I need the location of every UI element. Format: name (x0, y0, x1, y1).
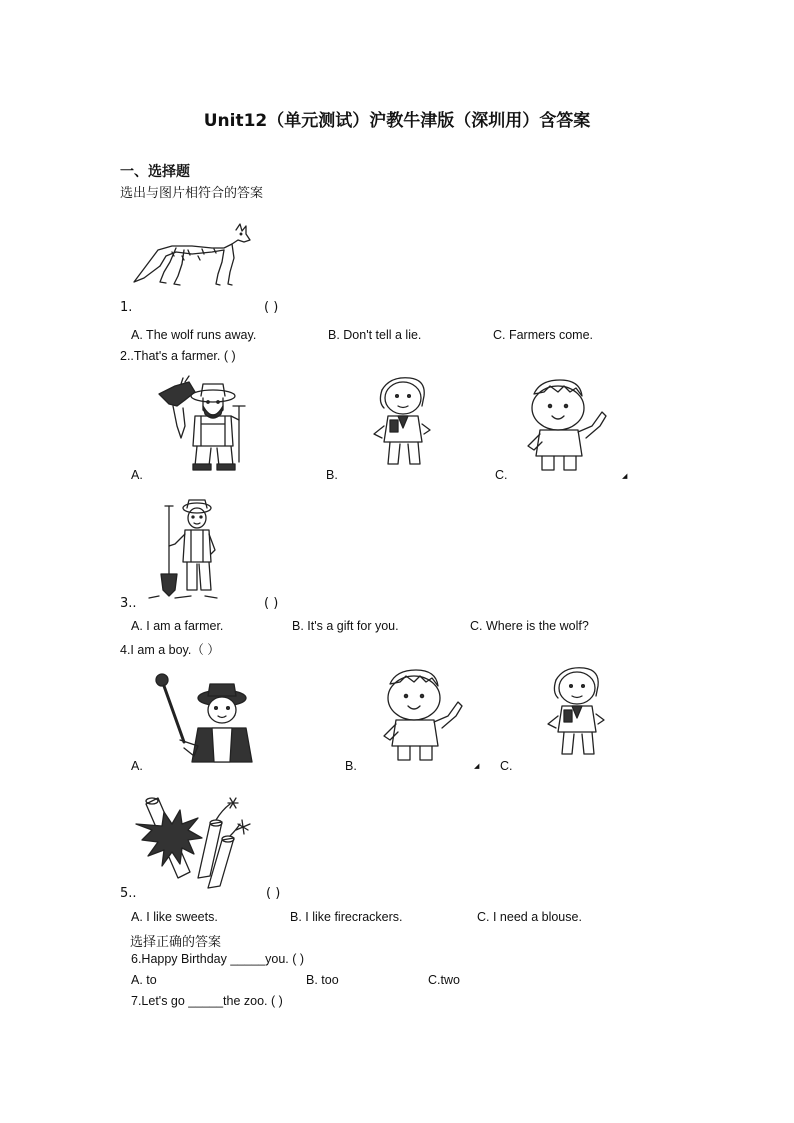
boy-waving-picture (520, 376, 620, 476)
option-c: C. I need a blouse. (477, 910, 582, 924)
option-b: B. Don't tell a lie. (328, 328, 422, 342)
option-b: B. It's a gift for you. (292, 619, 399, 633)
corner-mark: ◢ (474, 762, 480, 770)
option-label-a: A. (131, 468, 143, 482)
boy-waving-picture (376, 666, 476, 766)
farmer-with-hoe-picture (150, 668, 258, 764)
wolf-picture (132, 222, 252, 288)
firecrackers-picture (132, 794, 256, 890)
option-label-a: A. (131, 759, 143, 773)
farmer-with-spade-picture (145, 498, 223, 602)
option-label-c: C. (500, 759, 513, 773)
option-a: A. The wolf runs away. (131, 328, 257, 342)
option-b: B. too (306, 973, 339, 987)
question-stem: 7.Let's go _____the zoo. ( ) (131, 994, 283, 1008)
question-number: 1. (120, 300, 133, 315)
question-stem: 4.I am a boy.（ ） (120, 643, 220, 657)
option-a: A. to (131, 973, 157, 987)
answer-blank: ( ) (266, 886, 281, 901)
section-instruction: 选择正确的答案 (130, 935, 222, 950)
girl-picture (542, 666, 614, 762)
corner-mark: ◢ (622, 472, 628, 480)
girl-picture (368, 376, 440, 472)
option-label-b: B. (326, 468, 338, 482)
option-label-b: B. (345, 759, 357, 773)
option-a: A. I am a farmer. (131, 619, 224, 633)
option-c: C. Where is the wolf? (470, 619, 589, 633)
section-instruction: 选出与图片相符合的答案 (120, 186, 264, 201)
option-label-c: C. (495, 468, 508, 482)
question-number: 3.. (120, 596, 137, 611)
page-title: Unit12（单元测试）沪教牛津版（深圳用）含答案 (203, 111, 591, 131)
answer-blank: ( ) (264, 596, 279, 611)
option-c: C.two (428, 973, 460, 987)
farmer-with-vegetables-picture (155, 376, 255, 472)
option-a: A. I like sweets. (131, 910, 218, 924)
option-c: C. Farmers come. (493, 328, 594, 342)
option-b: B. I like firecrackers. (290, 910, 403, 924)
section-heading: 一、选择题 (120, 164, 190, 180)
question-number: 5.. (120, 886, 137, 901)
question-stem: 6.Happy Birthday _____you. ( ) (131, 952, 305, 966)
question-stem: 2..That's a farmer. ( ) (120, 349, 236, 363)
answer-blank: ( ) (264, 300, 279, 315)
